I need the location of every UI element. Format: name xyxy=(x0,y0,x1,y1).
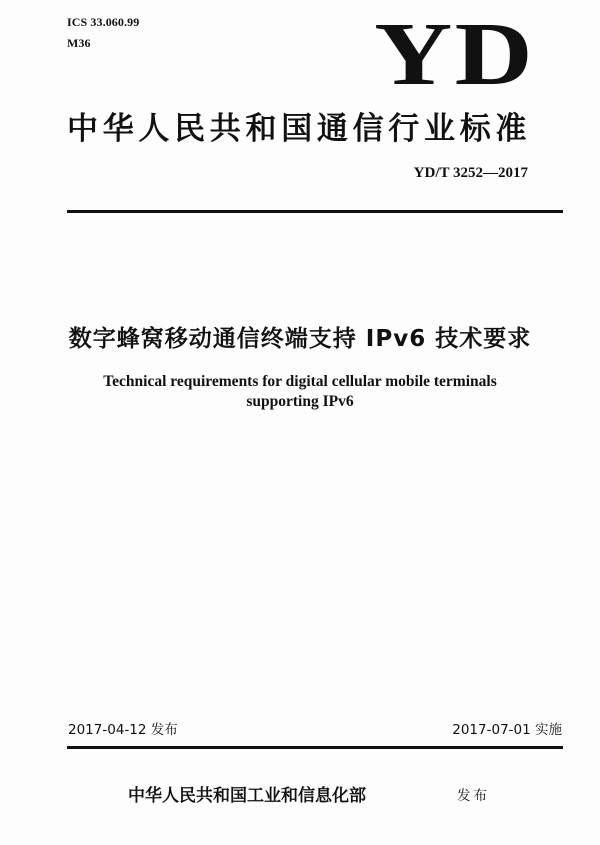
classification-code: M36 xyxy=(67,36,91,50)
english-title-line-1: Technical requirements for digital cellular mobile terminals xyxy=(103,373,497,390)
issuing-action: 发布 xyxy=(457,788,490,804)
bottom-divider xyxy=(67,746,563,749)
yd-logo: YD xyxy=(374,5,535,104)
chinese-title: 数字蜂窝移动通信终端支持 IPv6 技术要求 xyxy=(68,326,532,352)
implementation-date: 2017-07-01 实施 xyxy=(452,722,562,738)
english-title-line-2: supporting IPv6 xyxy=(246,393,354,410)
standard-number: YD/T 3252—2017 xyxy=(413,165,528,181)
top-divider xyxy=(67,210,563,213)
organization-title: 中华人民共和国通信行业标准 xyxy=(67,111,532,147)
ics-code: ICS 33.060.99 xyxy=(67,15,140,29)
issue-date: 2017-04-12 发布 xyxy=(68,722,178,738)
issuing-authority: 中华人民共和国工业和信息化部 xyxy=(128,786,366,806)
english-title xyxy=(0,372,600,412)
